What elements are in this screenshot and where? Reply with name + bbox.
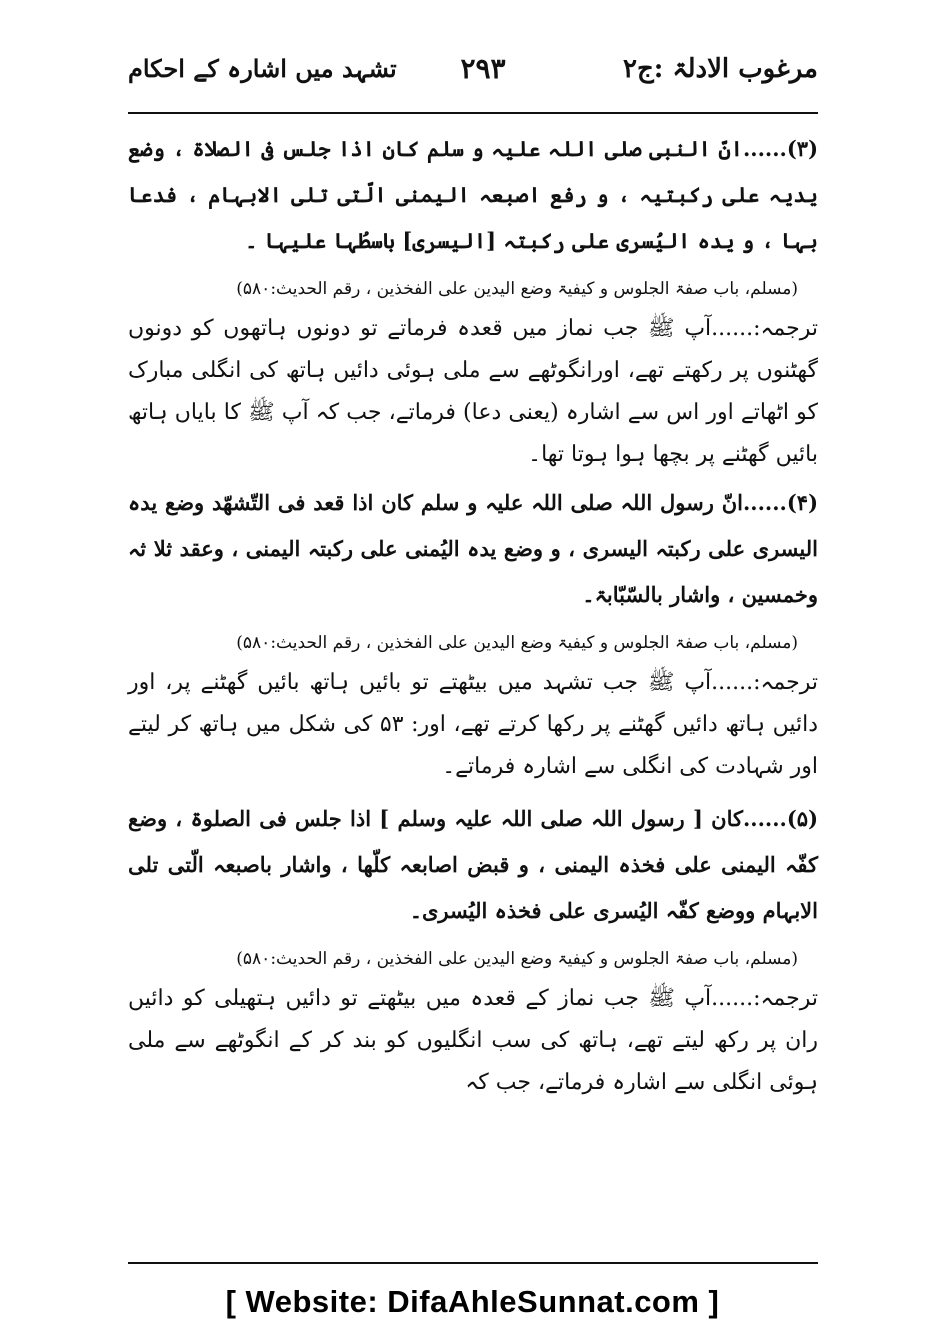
hadith-5-translation: ترجمہ:......آپ ﷺ جب نماز کے قعدہ میں بیٹھتے تو دائیں ہتھیلی کو دائیں ران پر رکھ لیتے تھے، ہاتھ کی سب انگلیوں کو بند کر کے انگوٹھے سے ملی ہوئی انگلی سے اشارہ فرماتے، جب کہ [128,986,818,1095]
hadith-3-reference: (مسلم، باب صفۃ الجلوس و کیفیۃ وضع الیدین علی الفخذین ، رقم الحدیث:۵۸۰) [236,279,798,299]
page-body [128,126,818,1108]
hadith-4-reference: (مسلم، باب صفۃ الجلوس و کیفیۃ وضع الیدین علی الفخذین ، رقم الحدیث:۵۸۰) [236,633,798,653]
page-number: ۲۹۳ [460,52,506,85]
header-divider [128,112,818,114]
book-title: مرغوب الادلۃ :ج۲ [622,54,818,84]
chapter-topic: تشہد میں اشارہ کے احکام [128,54,397,83]
hadith-4-arabic: (۴)......انّ رسول اللہ صلی اللہ علیہ و سلم کان اذا قعد فی التّشھّد وضع یدہ الیسری علی رکبتہ الیسری ، و وضع یدہ الیُمنی علی رکبتہ الیمنی ، وعقد ثلا ثہ وخمسین ، واشار بالسّبّابۃ۔ [128,490,818,607]
hadith-3-arabic: (۳)......انّ النبی صلی اللہ علیہ و سلم کان اذا جلس فی الصلاۃ ، وضع یدیہ علی رکبتیہ ، و رفع اصبعہ الیمنی الّتی تلی الابہام ، فدعا بہا ، و یدہ الیُسری علی رکبتہ [الیسری] باسطُہا علیہا ۔ [128,136,818,253]
hadith-5-reference: (مسلم، باب صفۃ الجلوس و کیفیۃ وضع الیدین علی الفخذین ، رقم الحدیث:۵۸۰) [236,949,798,969]
website-footer: [ Website: DifaAhleSunnat.com ] [225,1284,720,1319]
hadith-5-arabic: (۵)......کان [ رسول اللہ صلی اللہ علیہ وسلم ] اذا جلس فی الصلوۃ ، وضع کفّہ الیمنی علی فخذہ الیمنی ، و قبض اصابعہ کلّھا ، واشار باصبعہ الّتی تلی الابہام ووضع کفّہ الیُسری علی فخذہ الیُسری۔ [128,806,818,923]
footer-divider [128,1262,818,1264]
hadith-3-translation: ترجمہ:......آپ ﷺ جب نماز میں قعدہ فرماتے تو دونوں ہاتھوں کو دونوں گھٹنوں پر رکھتے تھے، اورانگوٹھے سے ملی ہوئی دائیں ہاتھ کی انگلی مبارک کو اٹھاتے اور اس سے اشارہ (یعنی دعا) فرماتے، جب کہ آپ ﷺ کا بایاں ہاتھ بائیں گھٹنے پر بچھا ہوا ہوتا تھا۔ [128,316,818,467]
hadith-4-translation: ترجمہ:......آپ ﷺ جب تشہد میں بیٹھتے تو بائیں ہاتھ بائیں گھٹنے پر، اور دائیں ہاتھ دائیں گھٹنے پر رکھا کرتے تھے، اور: ۵۳ کی شکل میں ہاتھ کر لیتے اور شہادت کی انگلی سے اشارہ فرماتے۔ [128,670,818,779]
page-header [128,44,818,104]
